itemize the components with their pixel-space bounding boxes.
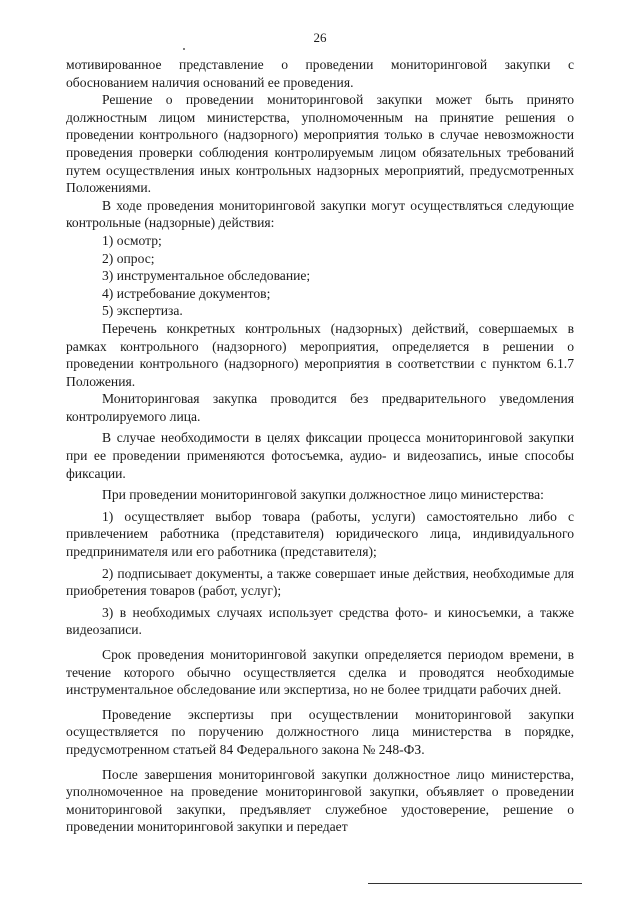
paragraph: В случае необходимости в целях фиксации процесса мониторинговой закупки при ее проведении применяются фотосъемка, аудио- и видеозапись, иные способы фиксации. <box>66 430 574 481</box>
paragraph: мотивированное представление о проведении мониторинговой закупки с обоснованием наличия оснований ее проведения. <box>66 57 574 90</box>
paragraph: После завершения мониторинговой закупки должностное лицо министерства, уполномоченное на проведение мониторинговой закупки, объявляет о проведении мониторинговой закупки, предъявляет служебное удостоверение, решение о проведении мониторинговой закупки и передает <box>66 766 574 835</box>
paragraph: 1) осуществляет выбор товара (работы, услуги) самостоятельно либо с привлечением работника (представителя) юридического лица, индивидуального предпринимателя или его работника (представителя); <box>66 508 574 560</box>
scan-speck <box>183 48 185 50</box>
list-item: 4) истребование документов; <box>102 285 271 301</box>
paragraph: Срок проведения мониторинговой закупки определяется периодом времени, в течение которого обычно осуществляется сделка и проводятся необходимые инструментальное обследование или экспертиза, но не более тридцати рабочих дней. <box>66 647 574 698</box>
bottom-rule <box>368 883 582 884</box>
page-number: 26 <box>313 30 327 45</box>
paragraph: 2) подписывает документы, а также совершает иные действия, необходимые для приобретения товаров (работ, услуг); <box>66 565 574 599</box>
list-item: 3) инструментальное обследование; <box>102 268 311 284</box>
document-body <box>66 56 574 836</box>
paragraph: Перечень конкретных контрольных (надзорных) действий, совершаемых в рамках контрольного (надзорного) мероприятия, определяется в решении о проведении контрольного (надзорного) мероприятия в соответствии с пунктом 6.1.7 Положения. <box>66 320 574 389</box>
paragraph: Мониторинговая закупка проводится без предварительного уведомления контролируемого лица. <box>66 391 574 424</box>
paragraph: В ходе проведения мониторинговой закупки могут осуществляться следующие контрольные (надзорные) действия: <box>66 197 574 231</box>
list-item: 2) опрос; <box>102 250 155 266</box>
paragraph: 3) в необходимых случаях использует средства фото- и киносъемки, а также видеозаписи. <box>66 604 574 638</box>
list-item: 1) осмотр; <box>102 232 162 248</box>
list-item: 5) экспертиза. <box>102 303 183 319</box>
paragraph: Решение о проведении мониторинговой закупки может быть принято должностным лицом министерства, уполномоченным на принятие решения о проведении контрольного (надзорного) мероприятия только в случае невозможности проведения проверки соблюдения контролируемым лицом обязательных требований путем осуществления иных контрольных надзорных мероприятий, предусмотренных Положениями. <box>66 92 574 196</box>
paragraph: При проведении мониторинговой закупки должностное лицо министерства: <box>102 487 544 503</box>
paragraph: Проведение экспертизы при осуществлении мониторинговой закупки осуществляется по поручению должностного лица министерства в порядке, предусмотренном статьей 84 Федерального закона № 248-ФЗ. <box>66 706 574 757</box>
